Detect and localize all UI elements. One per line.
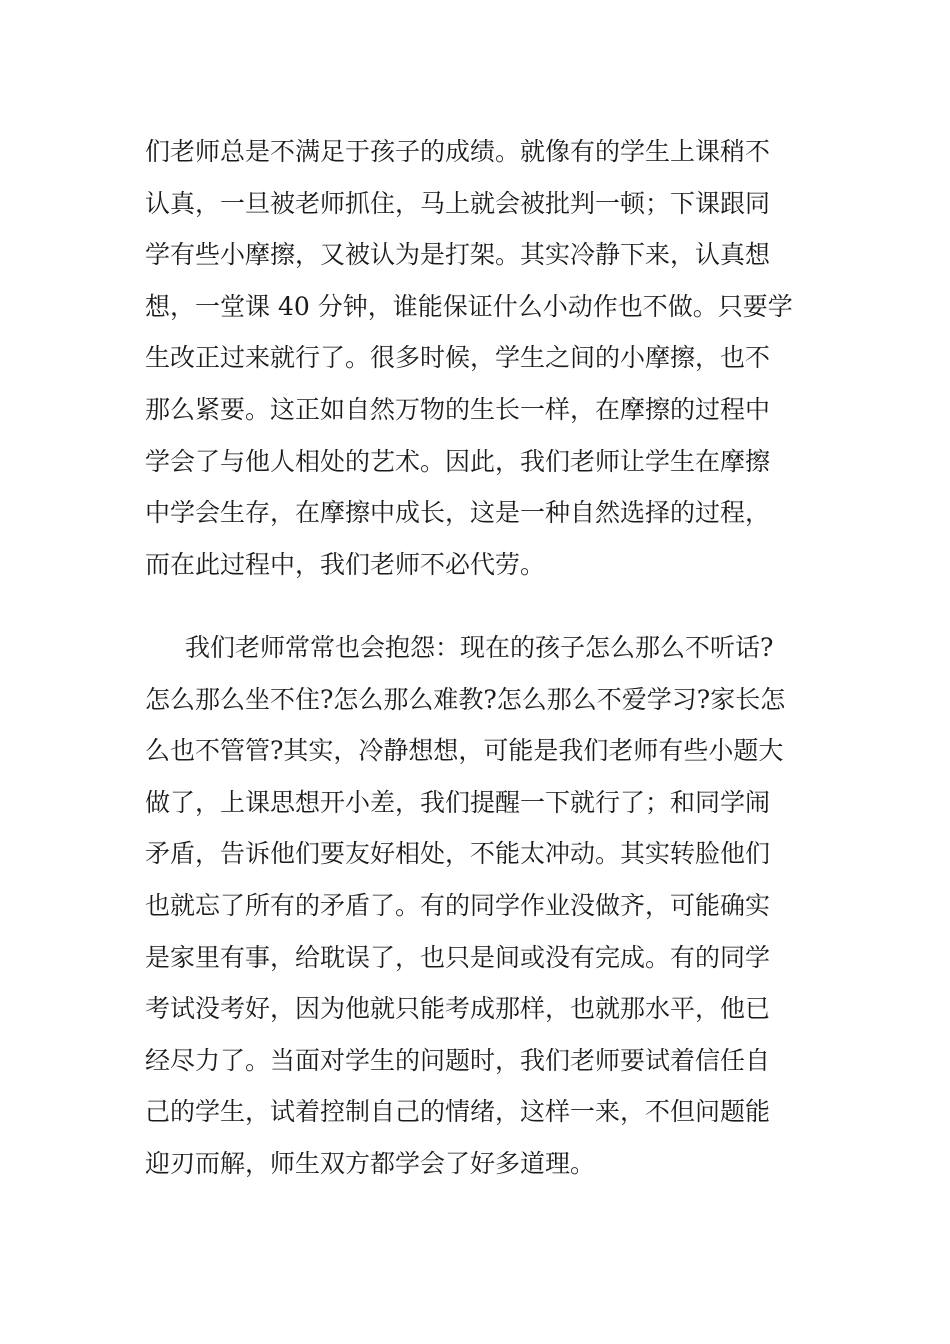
text-line: 认真，一旦被老师抓住，马上就会被批判一顿；下课跟同 <box>145 188 771 218</box>
text-line: 想，一堂课 40 分钟，谁能保证什么小动作也不做。只要学 <box>145 291 793 321</box>
text-line: 做了，上课思想开小差，我们提醒一下就行了；和同学闹 <box>145 787 771 817</box>
text-line: 那么紧要。这正如自然万物的生长一样，在摩擦的过程中 <box>145 394 771 424</box>
text-line: 矛盾，告诉他们要友好相处，不能太冲动。其实转脸他们 <box>145 839 771 869</box>
text-line: 而在此过程中，我们老师不必代劳。 <box>145 549 546 579</box>
text-line-first-indented: 我们老师常常也会抱怨：现在的孩子怎么那么不听话? <box>185 633 774 662</box>
text-line: 生改正过来就行了。很多时候，学生之间的小摩擦，也不 <box>145 343 771 373</box>
text-line: 己的学生，试着控制自己的情绪，这样一来，不但问题能 <box>145 1097 771 1127</box>
text-line: 经尽力了。当面对学生的问题时，我们老师要试着信任自 <box>145 1045 771 1075</box>
text-line: 么也不管管?其实，冷静想想，可能是我们老师有些小题大 <box>145 736 784 766</box>
text-line: 学有些小摩擦，又被认为是打架。其实冷静下来，认真想 <box>145 240 771 270</box>
text-line: 考试没考好，因为他就只能考成那样，也就那水平，他已 <box>145 994 771 1024</box>
paragraph-1 <box>145 126 810 590</box>
text-line: 学会了与他人相处的艺术。因此，我们老师让学生在摩擦 <box>145 446 771 476</box>
text-line: 迎刃而解，师生双方都学会了好多道理。 <box>145 1148 596 1178</box>
text-line: 怎么那么坐不住?怎么那么难教?怎么那么不爱学习?家长怎 <box>145 684 786 714</box>
paragraph-2 <box>145 622 810 1190</box>
text-line: 是家里有事，给耽误了，也只是间或没有完成。有的同学 <box>145 942 771 972</box>
text-line: 中学会生存，在摩擦中成长，这是一种自然选择的过程， <box>145 498 771 528</box>
text-line: 也就忘了所有的矛盾了。有的同学作业没做齐，可能确实 <box>145 890 771 920</box>
text-line: 们老师总是不满足于孩子的成绩。就像有的学生上课稍不 <box>145 137 771 166</box>
